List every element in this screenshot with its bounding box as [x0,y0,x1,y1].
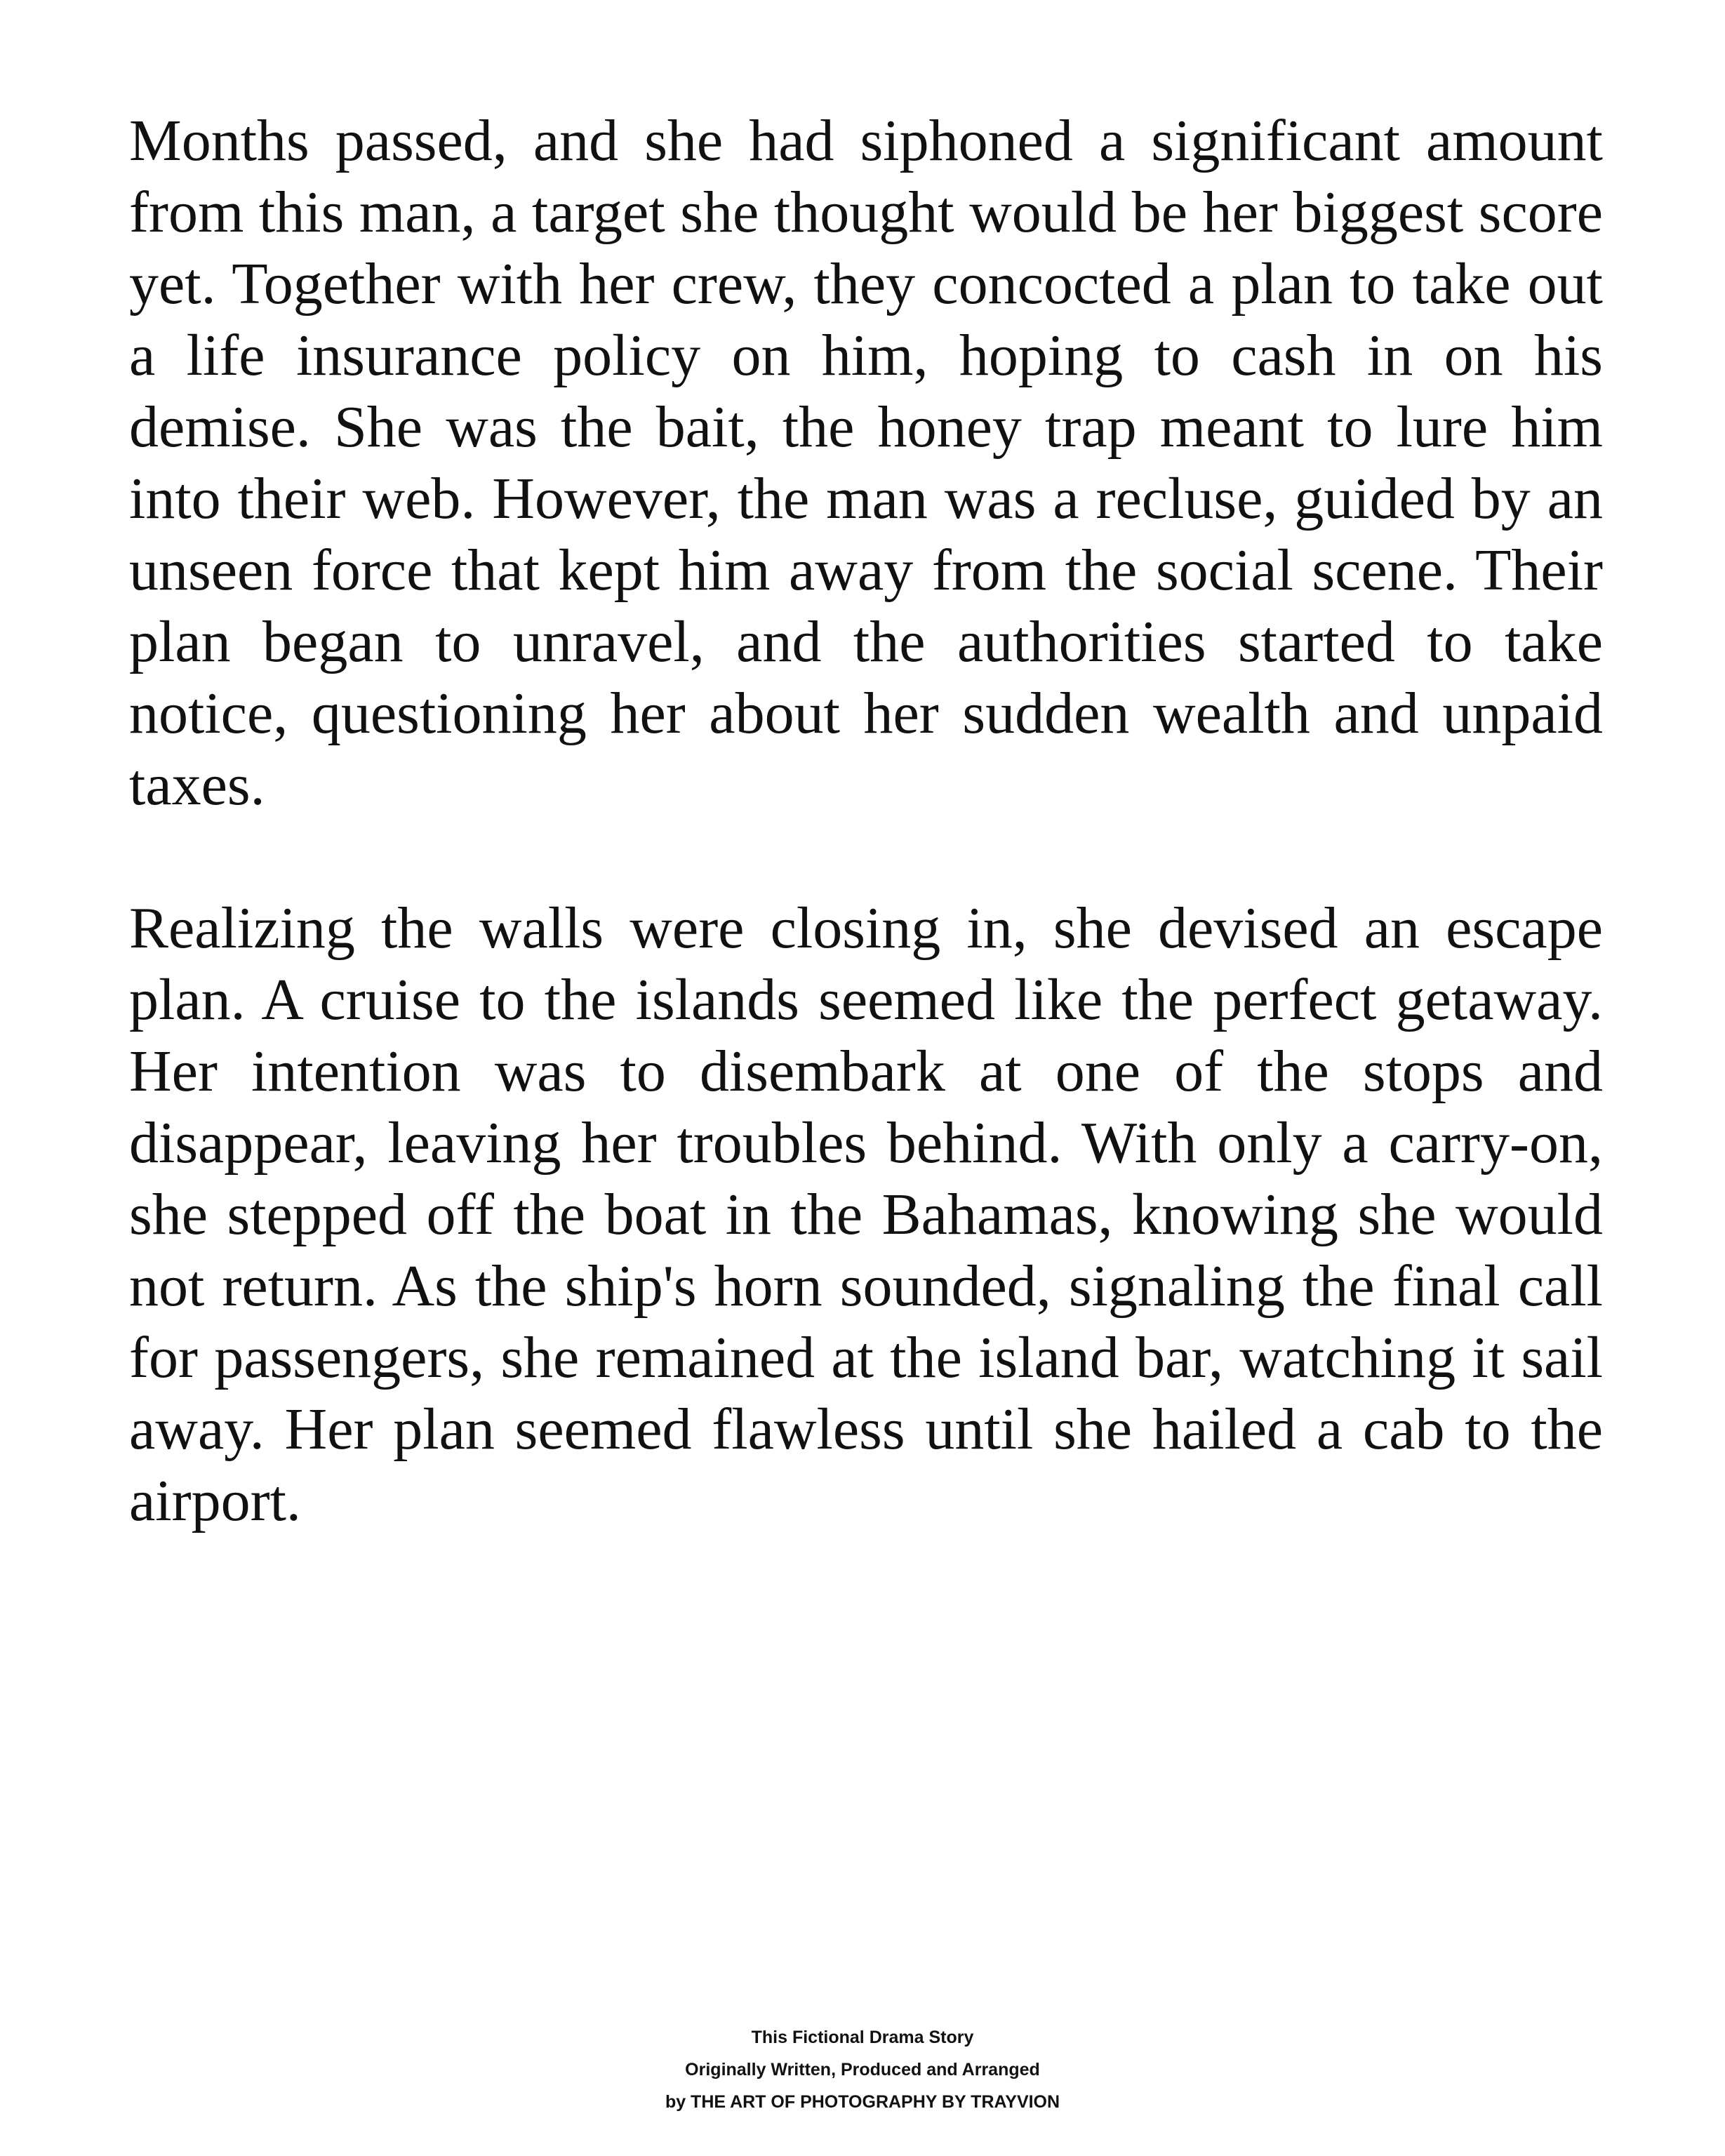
credits-line-3: by THE ART OF PHOTOGRAPHY BY TRAYVION [665,2092,1060,2112]
story-paragraph-1: Months passed, and she had siphoned a significant amount from this man, a target she thought would be her biggest score yet. Together with her crew, they concocted a plan to take out a life insurance policy on him, hoping to cash in on his demise. She was the bait, the honey trap meant to lure him into their web. However, the man was a recluse, guided by an unseen force that kept him away from the social scene. Their plan began to unravel, and the authorities started to take notice, questioning her about her sudden wealth and unpaid taxes. [129,108,1603,818]
credits-footer [0,2021,1725,2118]
credits-line-1: This Fictional Drama Story [751,2028,974,2047]
story-paragraph-2: Realizing the walls were closing in, she devised an escape plan. A cruise to the islands seemed like the perfect getaway. Her intention was to disembark at one of the stops and disappear, leaving her troubles behind. With only a carry-on, she stepped off the boat in the Bahamas, knowing she would not return. As the ship's horn sounded, signaling the final call for passengers, she remained at the island bar, watching it sail away. Her plan seemed flawless until she hailed a cab to the airport. [129,896,1603,1533]
story-text [129,105,1603,1537]
credits-line-2: Originally Written, Produced and Arranged [685,2060,1040,2080]
